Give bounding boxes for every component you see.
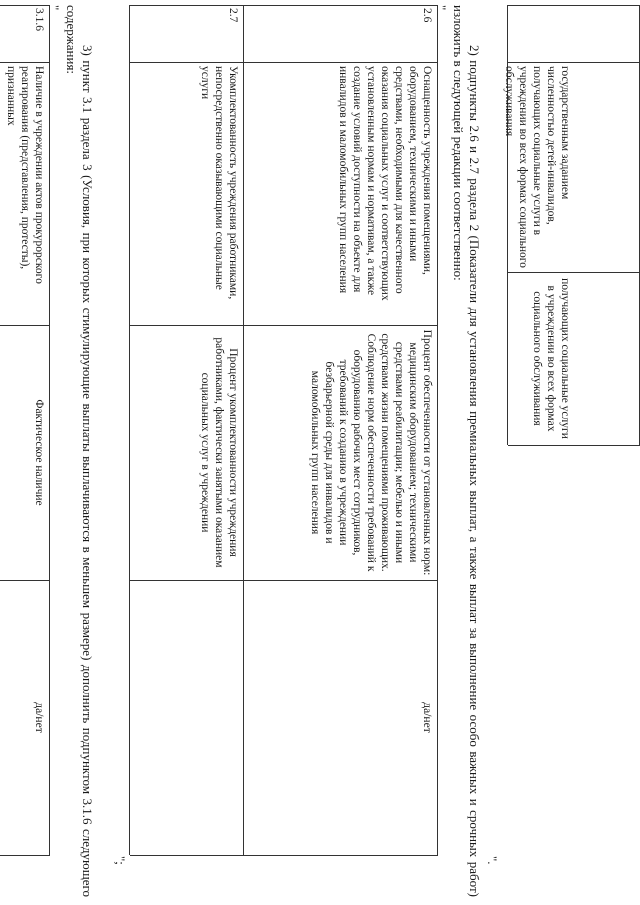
row-2-7-indicator: Укомплектованность учреждения работниками, непосредственно оказывающими социальные услуги <box>199 66 239 300</box>
paragraph-2: 2) подпункты 2.6 и 2.7 раздела 2 (Показатели для установления премиальных выплат, а также выплат за выполнение особо важных и срочных работ) изложить в следующей редакции соответственно: <box>451 5 482 897</box>
row-2-6-indicator: Оснащенность учреждения помещениями, оборудованием, техническими и иными средствами, необходимыми для качественного оказания социальных услуг и соответствующих установленным нормам и нормативам, а также создание условий доступности на объекте для инвалидов и маломобильных групп населения <box>337 66 433 301</box>
table-top-col2: государственным заданием численностью детей-инвалидов, получающих социальные услуги в учреждении во всех формах социального обслуживания <box>503 66 571 268</box>
row-2-6-value: да/нет <box>421 702 433 733</box>
paragraph-3: 3) пункт 3.1 раздела 3 (Условия, при которых стимулирующие выплаты выплачиваются в меньшем размере) дополнить подпунктом 3.1.6 следующего содержания: <box>64 5 95 897</box>
row-3-1-6-number: 3.1.6 <box>33 8 45 31</box>
row-3-1-6-condition: Наличие в учреждении актов прокурорского реагирования (представления, протесты), признанных <box>5 66 45 284</box>
table-top-col3: получающих социальные услуги в учреждении во всех формах социального обслуживания <box>531 278 571 439</box>
row-2-6-number: 2.6 <box>421 8 433 23</box>
row-2-7-number: 2.7 <box>227 8 239 23</box>
row-2-7-criteria: Процент укомплектованности учреждения работниками, фактически занятыми оказанием социальных услуг в учреждении <box>199 337 239 568</box>
row-2-6-criteria: Процент обеспеченности от установленных норм: медицинским оборудованием; техническими средствами реабилитации; мебелью и иными средствами жизни помещениями проживающих. Соблюдение норм обеспеченности требований к оборудованию рабочих мест сотрудников, требований к созданию в учреждении безбарьерной среды для инвалидов и маломобильных групп населения <box>309 329 433 576</box>
row-3-1-6-value: да/нет <box>33 702 45 733</box>
closing-quote-1: ". <box>485 856 500 865</box>
opening-quote-3: " <box>47 5 62 11</box>
closing-quote-2: "; <box>113 856 128 865</box>
row-3-1-6-criteria: Фактическое наличие <box>33 399 45 506</box>
opening-quote-2: " <box>434 5 449 11</box>
